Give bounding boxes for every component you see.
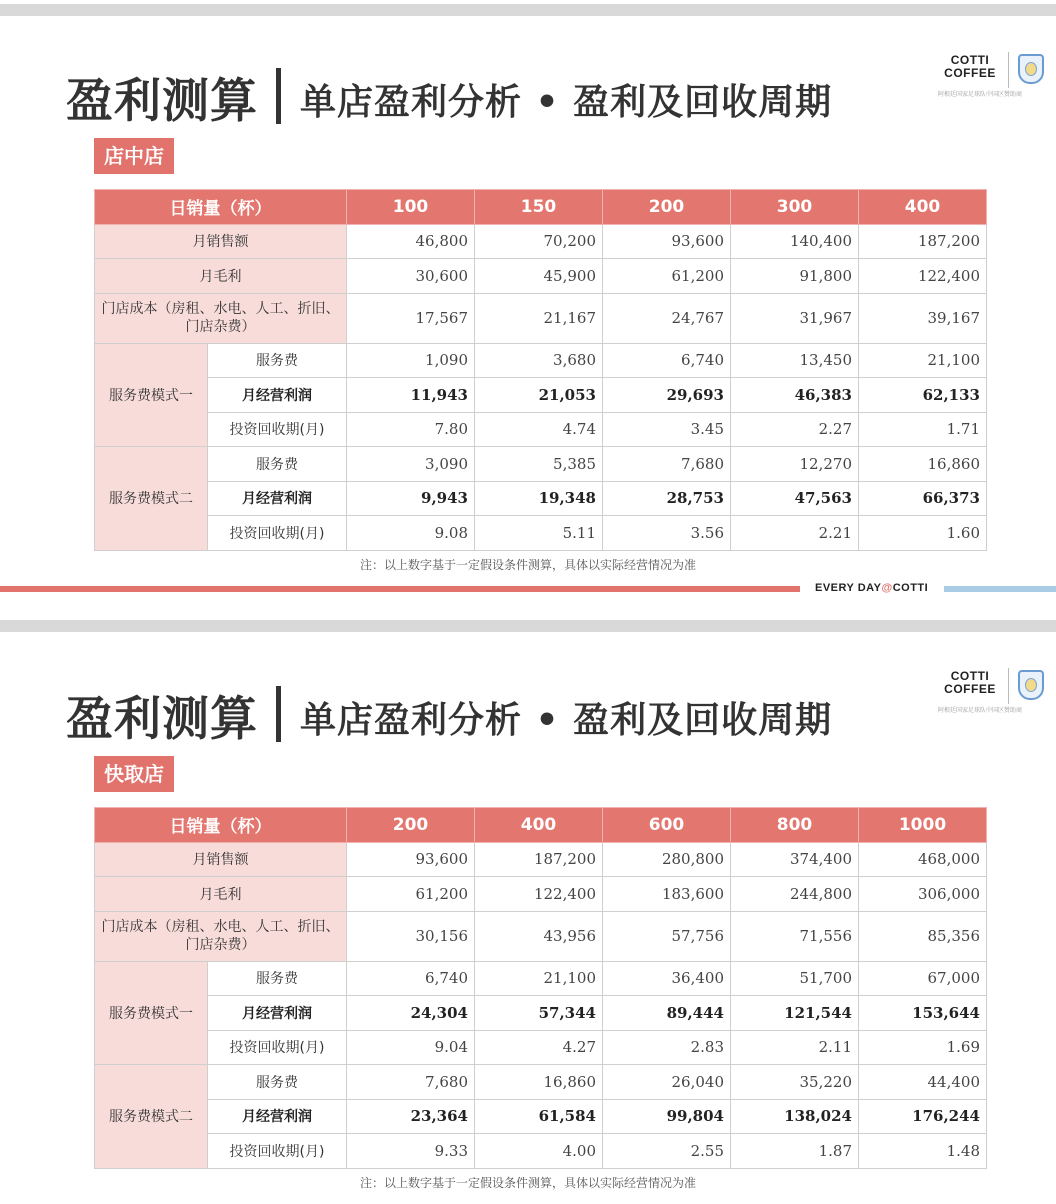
sub-label: 投资回收期(月) (208, 412, 347, 447)
cell: 45,900 (475, 259, 603, 294)
cell: 31,967 (731, 293, 859, 343)
table-row (95, 412, 987, 447)
cell: 280,800 (603, 842, 731, 877)
cell: 153,644 (859, 996, 987, 1031)
cell: 23,364 (347, 1099, 475, 1134)
cell: 89,444 (603, 996, 731, 1031)
cell: 1.60 (859, 516, 987, 551)
cell: 70,200 (475, 224, 603, 259)
footnote: 注：以上数字基于一定假设条件测算，具体以实际经营情况为准 (359, 1176, 696, 1190)
cell: 2.11 (731, 1030, 859, 1065)
footer-right: COTTI (892, 582, 929, 594)
cell: 11,943 (347, 378, 475, 413)
cell: 9.04 (347, 1030, 475, 1065)
sub-label: 投资回收期(月) (208, 1134, 347, 1169)
cell: 5,385 (475, 447, 603, 482)
cell: 47,563 (731, 481, 859, 516)
footer-slogan (815, 582, 928, 594)
cell: 121,544 (731, 996, 859, 1031)
cell: 28,753 (603, 481, 731, 516)
table-row (95, 343, 987, 378)
cell: 1.71 (859, 412, 987, 447)
row-label: 月毛利 (95, 259, 347, 294)
table-header-row (95, 190, 987, 225)
sub-label: 服务费 (208, 961, 347, 996)
table-row (95, 293, 987, 343)
sub-label: 月经营利润 (208, 1099, 347, 1134)
store-type-tag: 店中店 (94, 138, 174, 174)
cell: 306,000 (859, 877, 987, 912)
footer-at: @ (881, 582, 893, 594)
cell: 46,383 (731, 378, 859, 413)
cell: 4.00 (475, 1134, 603, 1169)
header-col: 100 (347, 190, 475, 225)
header-col: 400 (475, 808, 603, 843)
table-row (95, 1099, 987, 1134)
title-divider (276, 68, 281, 124)
afa-badge-icon (1018, 670, 1044, 700)
row-label: 门店成本（房租、水电、人工、折旧、门店杂费） (95, 911, 347, 961)
cell: 4.74 (475, 412, 603, 447)
cell: 67,000 (859, 961, 987, 996)
profit-table (94, 807, 987, 1169)
cell: 21,100 (475, 961, 603, 996)
cotti-logo (938, 54, 1002, 80)
sub-label: 月经营利润 (208, 996, 347, 1031)
footer-blue-bar (944, 586, 1056, 592)
logo-divider (1008, 52, 1009, 88)
cell: 19,348 (475, 481, 603, 516)
cell: 35,220 (731, 1065, 859, 1100)
cell: 6,740 (603, 343, 731, 378)
header-col: 400 (859, 190, 987, 225)
cell: 2.27 (731, 412, 859, 447)
cell: 16,860 (475, 1065, 603, 1100)
sub-label: 投资回收期(月) (208, 516, 347, 551)
table-row (95, 1030, 987, 1065)
logo-tagline: 阿根廷国家足球队中国区赞助商 (938, 91, 1023, 98)
cell: 61,584 (475, 1099, 603, 1134)
cell: 187,200 (859, 224, 987, 259)
title-divider (276, 686, 281, 742)
header-col: 200 (603, 190, 731, 225)
header-col: 1000 (859, 808, 987, 843)
table-row (95, 911, 987, 961)
cell: 1.48 (859, 1134, 987, 1169)
logo-line1: COTTI (950, 669, 990, 683)
cell: 122,400 (475, 877, 603, 912)
cell: 93,600 (347, 842, 475, 877)
cell: 21,053 (475, 378, 603, 413)
cell: 5.11 (475, 516, 603, 551)
cell: 13,450 (731, 343, 859, 378)
row-label: 月毛利 (95, 877, 347, 912)
mode-label: 服务费模式一 (95, 343, 208, 447)
header-col: 800 (731, 808, 859, 843)
cell: 3,680 (475, 343, 603, 378)
table-row (95, 259, 987, 294)
table-row (95, 224, 987, 259)
cell: 26,040 (603, 1065, 731, 1100)
table-row (95, 1065, 987, 1100)
cell: 183,600 (603, 877, 731, 912)
cell: 1.87 (731, 1134, 859, 1169)
cell: 24,304 (347, 996, 475, 1031)
row-label: 门店成本（房租、水电、人工、折旧、门店杂费） (95, 293, 347, 343)
header-col: 600 (603, 808, 731, 843)
cell: 7,680 (603, 447, 731, 482)
page-title: 盈利测算 (66, 692, 258, 747)
cotti-logo (938, 670, 1002, 696)
row-label: 月销售额 (95, 842, 347, 877)
sub-label: 月经营利润 (208, 378, 347, 413)
logo-tagline: 阿根廷国家足球队中国区赞助商 (938, 707, 1023, 714)
cell: 43,956 (475, 911, 603, 961)
table-row (95, 877, 987, 912)
cell: 24,767 (603, 293, 731, 343)
cell: 46,800 (347, 224, 475, 259)
cell: 66,373 (859, 481, 987, 516)
cell: 2.21 (731, 516, 859, 551)
cell: 30,156 (347, 911, 475, 961)
cell: 3.56 (603, 516, 731, 551)
cell: 468,000 (859, 842, 987, 877)
cell: 29,693 (603, 378, 731, 413)
cell: 3,090 (347, 447, 475, 482)
mode-label: 服务费模式二 (95, 1065, 208, 1169)
cell: 122,400 (859, 259, 987, 294)
cell: 6,740 (347, 961, 475, 996)
table-row (95, 516, 987, 551)
table-row (95, 378, 987, 413)
header-col: 150 (475, 190, 603, 225)
cell: 44,400 (859, 1065, 987, 1100)
table-row (95, 842, 987, 877)
table-row (95, 447, 987, 482)
sub-label: 投资回收期(月) (208, 1030, 347, 1065)
cell: 9.33 (347, 1134, 475, 1169)
sub-label: 服务费 (208, 1065, 347, 1100)
table-row (95, 1134, 987, 1169)
slide-quick-pickup (0, 632, 1056, 1204)
cell: 16,860 (859, 447, 987, 482)
sub-label: 月经营利润 (208, 481, 347, 516)
cell: 99,804 (603, 1099, 731, 1134)
profit-table (94, 189, 987, 551)
middle-gap-bar (0, 620, 1056, 632)
cell: 61,200 (603, 259, 731, 294)
cell: 57,344 (475, 996, 603, 1031)
cell: 4.27 (475, 1030, 603, 1065)
cell: 62,133 (859, 378, 987, 413)
cell: 61,200 (347, 877, 475, 912)
cell: 17,567 (347, 293, 475, 343)
logo-line2: COFFEE (944, 682, 996, 696)
cell: 93,600 (603, 224, 731, 259)
cell: 2.83 (603, 1030, 731, 1065)
store-type-tag: 快取店 (94, 756, 174, 792)
cell: 140,400 (731, 224, 859, 259)
logo-divider (1008, 668, 1009, 704)
cell: 187,200 (475, 842, 603, 877)
cell: 7,680 (347, 1065, 475, 1100)
cell: 3.45 (603, 412, 731, 447)
cell: 30,600 (347, 259, 475, 294)
header-col: 300 (731, 190, 859, 225)
header-col: 200 (347, 808, 475, 843)
cell: 176,244 (859, 1099, 987, 1134)
header-daily-sales: 日销量（杯） (95, 190, 347, 225)
cell: 244,800 (731, 877, 859, 912)
mode-label: 服务费模式二 (95, 447, 208, 551)
cell: 2.55 (603, 1134, 731, 1169)
cell: 39,167 (859, 293, 987, 343)
cell: 91,800 (731, 259, 859, 294)
afa-badge-icon (1018, 54, 1044, 84)
mode-label: 服务费模式一 (95, 961, 208, 1065)
footer-left: EVERY DAY (815, 582, 882, 594)
page-subtitle: 单店盈利分析 • 盈利及回收周期 (300, 700, 833, 741)
page-title: 盈利测算 (66, 74, 258, 129)
cell: 51,700 (731, 961, 859, 996)
logo-line2: COFFEE (944, 66, 996, 80)
logo-line1: COTTI (950, 53, 990, 67)
footnote: 注：以上数字基于一定假设条件测算，具体以实际经营情况为准 (359, 558, 696, 572)
table-row (95, 996, 987, 1031)
table-row (95, 961, 987, 996)
cell: 71,556 (731, 911, 859, 961)
table-header-row (95, 808, 987, 843)
cell: 21,167 (475, 293, 603, 343)
cell: 374,400 (731, 842, 859, 877)
cell: 9,943 (347, 481, 475, 516)
cell: 7.80 (347, 412, 475, 447)
cell: 1,090 (347, 343, 475, 378)
row-label: 月销售额 (95, 224, 347, 259)
cell: 12,270 (731, 447, 859, 482)
footer-red-bar (0, 586, 800, 592)
slide-in-store (0, 16, 1056, 620)
header-daily-sales: 日销量（杯） (95, 808, 347, 843)
top-gap-bar (0, 4, 1056, 16)
cell: 1.69 (859, 1030, 987, 1065)
cell: 57,756 (603, 911, 731, 961)
sub-label: 服务费 (208, 447, 347, 482)
page-subtitle: 单店盈利分析 • 盈利及回收周期 (300, 82, 833, 123)
cell: 138,024 (731, 1099, 859, 1134)
cell: 9.08 (347, 516, 475, 551)
cell: 85,356 (859, 911, 987, 961)
sub-label: 服务费 (208, 343, 347, 378)
cell: 21,100 (859, 343, 987, 378)
table-row (95, 481, 987, 516)
cell: 36,400 (603, 961, 731, 996)
